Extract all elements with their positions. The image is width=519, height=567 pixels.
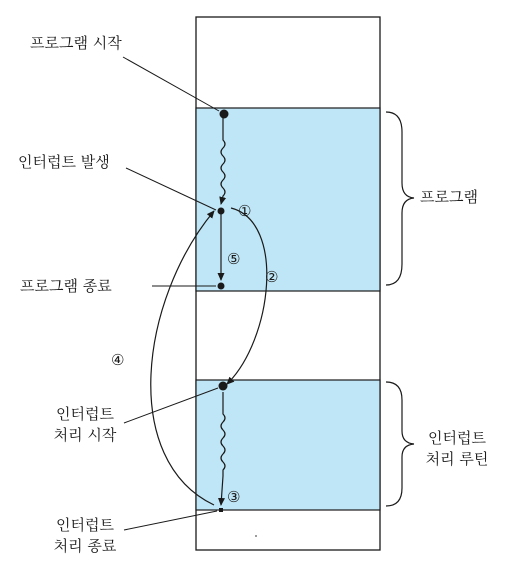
label-program-start: 프로그램 시작 (30, 34, 122, 52)
label-program-end: 프로그램 종료 (20, 277, 112, 295)
label-interrupt-end-line1: 인터럽트 (56, 516, 114, 534)
step-5: ⑤ (227, 250, 241, 268)
stray-dot (255, 535, 257, 537)
brace-label-routine-line1: 인터럽트 (428, 429, 486, 447)
interrupt-end-point (219, 508, 223, 512)
label-interrupt-end-line2: 처리 종료 (53, 537, 117, 555)
interrupt-start-point (219, 382, 228, 391)
program-start-point (220, 110, 229, 119)
label-interrupt-start-line1: 인터럽트 (56, 405, 114, 423)
program-brace (386, 112, 414, 285)
step-4: ④ (111, 351, 125, 369)
label-interrupt-occur: 인터럽트 발생 (18, 153, 110, 171)
step-3: ③ (227, 488, 241, 506)
brace-label-routine-line2: 처리 루틴 (425, 450, 489, 468)
step-1: ① (238, 202, 252, 220)
step-2: ② (265, 268, 279, 286)
routine-brace (386, 382, 414, 506)
interrupt-occur-point (218, 208, 225, 215)
label-interrupt-end (45, 515, 125, 557)
brace-label-routine (417, 428, 497, 470)
label-interrupt-start (45, 404, 125, 446)
label-interrupt-start-line2: 처리 시작 (53, 426, 117, 444)
brace-label-program: 프로그램 (420, 188, 478, 206)
program-end-point (218, 283, 225, 290)
